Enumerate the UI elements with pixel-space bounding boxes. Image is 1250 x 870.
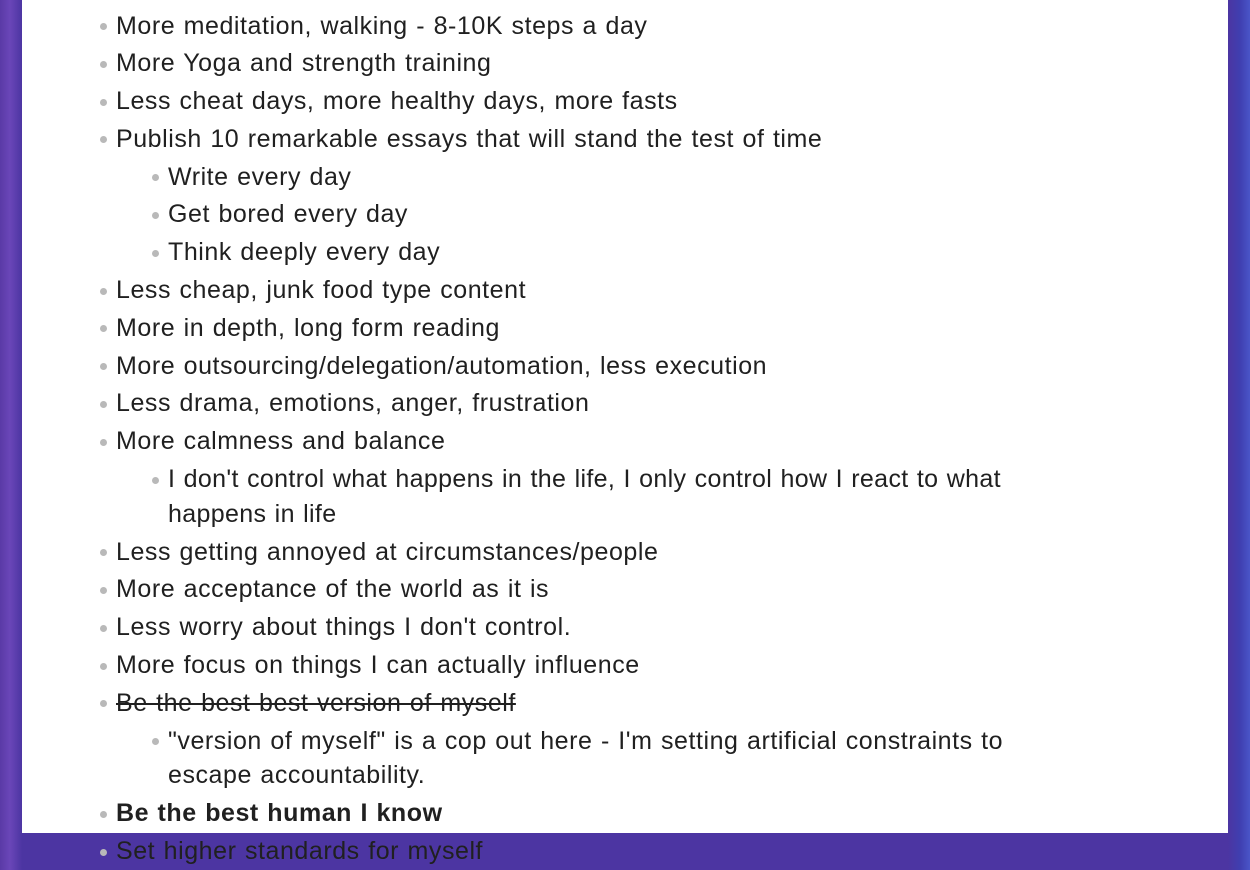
bullet-item[interactable]: [22, 45, 1228, 83]
bullet-dot-icon[interactable]: [100, 849, 107, 856]
bullet-text[interactable]: More focus on things I can actually influence: [116, 651, 640, 680]
bullet-text[interactable]: Less drama, emotions, anger, frustration: [116, 389, 590, 418]
bullet-item[interactable]: [22, 309, 1228, 347]
bullet-dot-icon[interactable]: [100, 549, 107, 556]
bullet-item-nested[interactable]: [22, 158, 1228, 196]
bullet-dot-icon[interactable]: [152, 477, 159, 484]
bullet-text[interactable]: Set higher standards for myself: [116, 837, 484, 866]
bullet-text[interactable]: Less getting annoyed at circumstances/people: [116, 537, 659, 566]
bullet-item[interactable]: [22, 533, 1228, 571]
bullet-text[interactable]: Publish 10 remarkable essays that will stand the test of time: [116, 124, 823, 153]
bullet-item[interactable]: [22, 272, 1228, 310]
bullet-item-completed[interactable]: [22, 684, 1228, 722]
bullet-dot-icon[interactable]: [100, 663, 107, 670]
bullet-text[interactable]: "version of myself" is a cop out here - I'm setting artificial constraints to escape accountability.: [168, 726, 1004, 790]
bullet-dot-icon[interactable]: [152, 250, 159, 257]
bullet-item[interactable]: [22, 571, 1228, 609]
bullet-outline: [22, 7, 1228, 870]
bullet-dot-icon[interactable]: [100, 625, 107, 632]
bullet-dot-icon[interactable]: [100, 325, 107, 332]
bullet-text[interactable]: I don't control what happens in the life, I only control how I react to what happens in life: [168, 465, 1001, 528]
bullet-text[interactable]: More acceptance of the world as it is: [116, 575, 550, 604]
bullet-item[interactable]: [22, 423, 1228, 461]
bullet-text[interactable]: Be the best best version of myself: [116, 688, 516, 717]
bullet-dot-icon[interactable]: [100, 811, 107, 818]
bullet-item-nested[interactable]: [22, 722, 1228, 795]
bullet-item[interactable]: [22, 7, 1228, 45]
bullet-item[interactable]: [22, 347, 1228, 385]
bullet-dot-icon[interactable]: [152, 174, 159, 181]
bullet-item[interactable]: [22, 609, 1228, 647]
bullet-dot-icon[interactable]: [100, 700, 107, 707]
bullet-item-nested[interactable]: [22, 234, 1228, 272]
bullet-text[interactable]: Write every day: [168, 162, 352, 191]
bullet-text[interactable]: More Yoga and strength training: [116, 49, 492, 78]
bullet-item-nested[interactable]: [22, 461, 1228, 534]
bullet-text[interactable]: Less cheat days, more healthy days, more fasts: [116, 87, 678, 116]
bullet-text[interactable]: Get bored every day: [168, 200, 408, 229]
bullet-dot-icon[interactable]: [100, 401, 107, 408]
bullet-text[interactable]: More in depth, long form reading: [116, 313, 500, 342]
bullet-item[interactable]: [22, 120, 1228, 158]
bullet-item[interactable]: [22, 833, 1228, 870]
bullet-dot-icon[interactable]: [100, 439, 107, 446]
bullet-text[interactable]: Be the best human I know: [116, 799, 443, 828]
bullet-text[interactable]: Think deeply every day: [168, 238, 441, 267]
bullet-item[interactable]: [22, 795, 1228, 833]
bullet-text[interactable]: More meditation, walking - 8-10K steps a day: [116, 11, 648, 40]
bullet-text[interactable]: More calmness and balance: [116, 427, 446, 456]
bullet-item[interactable]: [22, 647, 1228, 685]
bullet-text[interactable]: More outsourcing/delegation/automation, less execution: [116, 351, 768, 380]
bullet-dot-icon[interactable]: [152, 212, 159, 219]
bullet-dot-icon[interactable]: [100, 23, 107, 30]
bullet-dot-icon[interactable]: [100, 99, 107, 106]
bullet-item[interactable]: [22, 385, 1228, 423]
bullet-item[interactable]: [22, 83, 1228, 121]
bullet-text[interactable]: Less worry about things I don't control.: [116, 613, 572, 642]
bullet-dot-icon[interactable]: [100, 61, 107, 68]
bullet-dot-icon[interactable]: [100, 136, 107, 143]
bullet-dot-icon[interactable]: [100, 363, 107, 370]
bullet-dot-icon[interactable]: [100, 587, 107, 594]
document-page: [22, 0, 1228, 866]
bullet-text[interactable]: Less cheap, junk food type content: [116, 276, 527, 305]
bullet-dot-icon[interactable]: [152, 738, 159, 745]
bullet-item-nested[interactable]: [22, 196, 1228, 234]
bullet-dot-icon[interactable]: [100, 288, 107, 295]
